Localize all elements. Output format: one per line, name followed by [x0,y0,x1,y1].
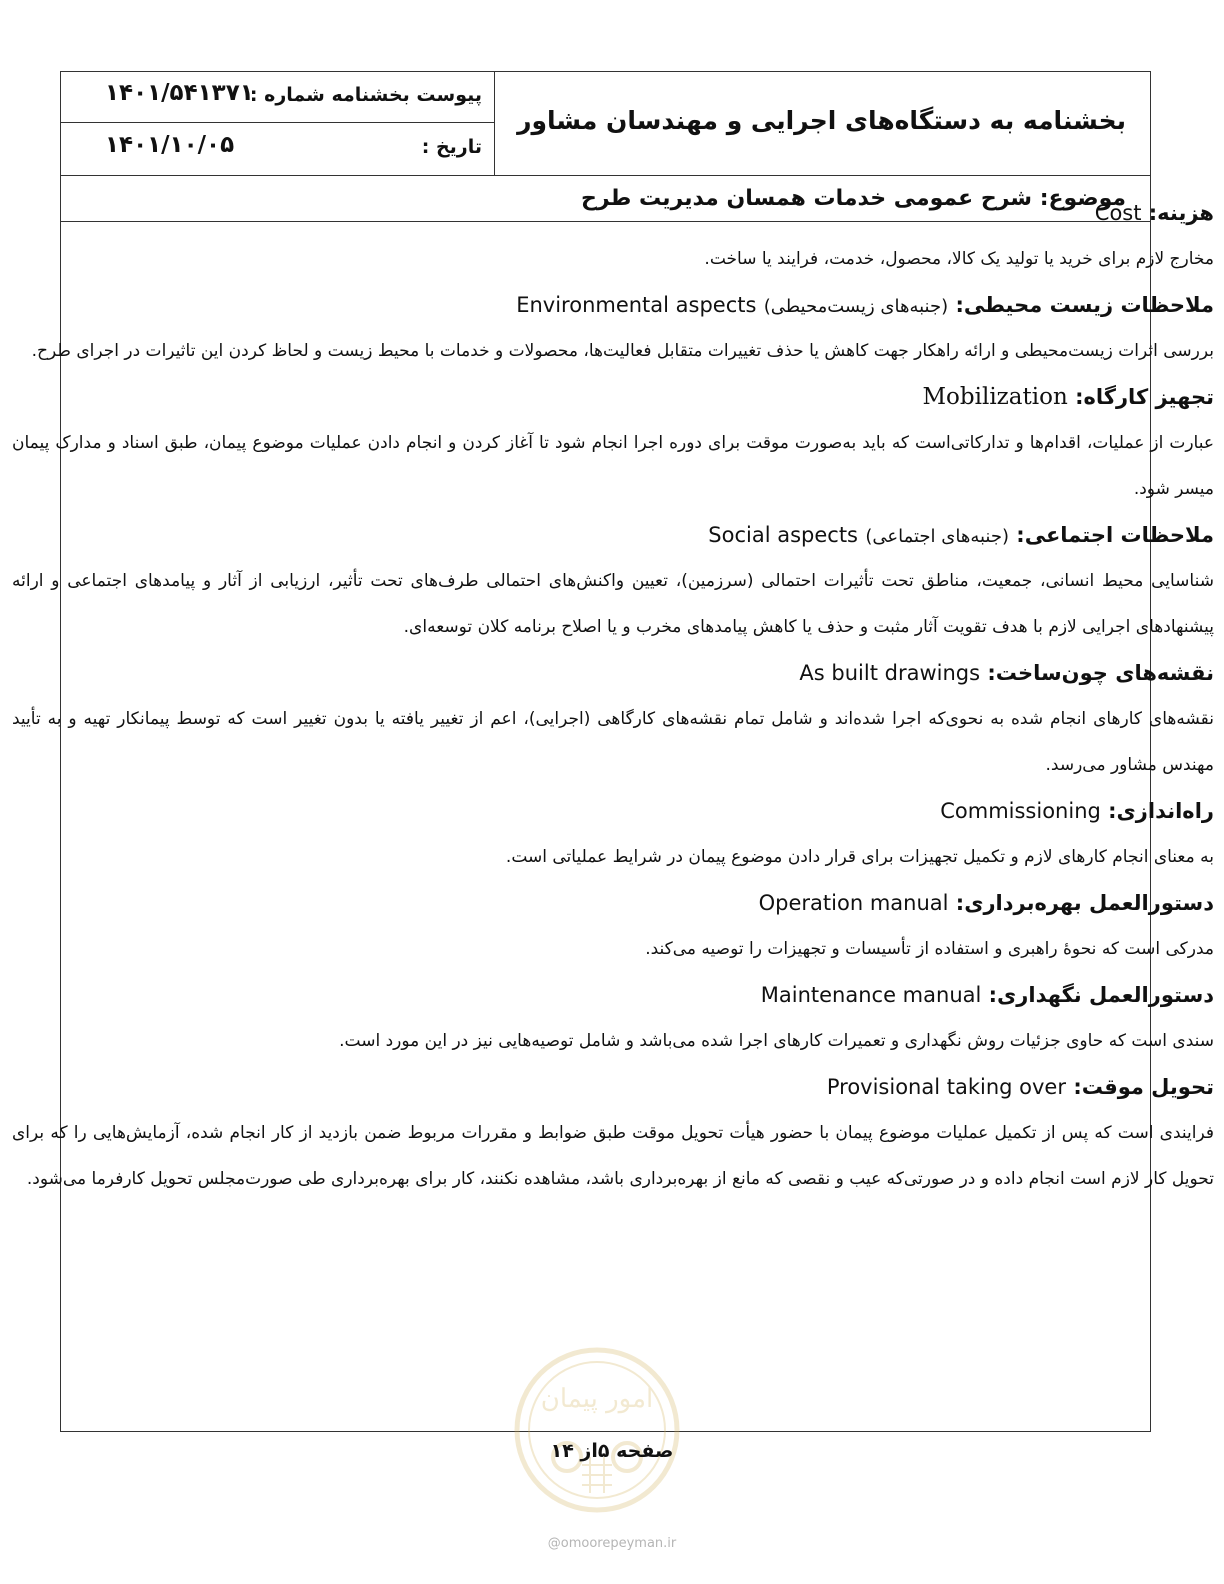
heading-fa: تجهیز کارگاه: [1075,385,1214,409]
heading-paren: (جنبه‌های زیست‌محیطی) [763,296,949,317]
section-maintenance-manual [12,972,1214,1064]
section-heading [12,1064,1214,1110]
section-heading [12,972,1214,1018]
section-mobilization [12,374,1214,512]
heading-en: Mobilization [922,384,1068,410]
section-heading [12,512,1214,558]
section-heading [12,374,1214,420]
section-body: نقشه‌های کارهای انجام شده به نحوی‌که اجرا شده‌اند و شامل تمام نقشه‌های کارگاهی (اجرایی)، اعم از تغییر یافته یا بدون تغییر است که توسط پیمانکار تهیه و به تأیید مهندس مشاور می‌رسد. [12,709,1214,775]
heading-en: Provisional taking over [826,1075,1066,1099]
section-body: مخارج لازم برای خرید یا تولید یک کالا، محصول، خدمت، فرایند یا ساخت. [704,249,1214,269]
document-title: بخشنامه به دستگاه‌های اجرایی و مهندسان مشاور [517,106,1126,135]
heading-en: Social aspects [708,523,858,547]
section-environmental [12,282,1214,374]
date-cell [61,124,494,175]
section-operation-manual [12,880,1214,972]
heading-fa: دستورالعمل بهره‌برداری: [955,891,1214,915]
seal-text: امور پیمان [540,1384,654,1414]
section-body: سندی است که حاوی جزئیات روش نگهداری و تعمیرات کارهای اجرا شده می‌باشد و شامل توصیه‌هایی نیز در این مورد است. [339,1031,1214,1051]
section-commissioning [12,788,1214,880]
header-table [61,72,1150,176]
section-provisional-taking-over [12,1064,1214,1202]
section-social [12,512,1214,650]
section-heading [12,880,1214,926]
page-number: صفحه ۵از ۱۴ [550,1440,674,1462]
attachment-label: پیوست بخشنامه شماره : [249,84,482,106]
header-meta-box [61,72,495,175]
heading-fa: تحویل موقت: [1073,1075,1214,1099]
section-body: بررسی اثرات زیست‌محیطی و ارائه راهکار جهت کاهش یا حذف تغییرات متقابل فعالیت‌ها، محصولات و خدمات با محیط زیست و لحاظ کردن این تاثیرات در اجرای طرح. [31,341,1214,361]
heading-fa: ملاحظات اجتماعی: [1016,523,1214,547]
heading-paren: (جنبه‌های اجتماعی) [865,526,1009,547]
section-body: فرایندی است که پس از تکمیل عملیات موضوع پیمان با حضور هیأت تحویل موقت طبق ضوابط و مقررات مربوط ضمن بازدید از کار انجام شده، آزمایش‌هایی را که برای تحویل کار لازم است انجام داده و در صورتی‌که عیب و نقصی که مانع از بهره‌برداری باشد، مشاهده نکنند، کار برای بهره‌برداری طی صورت‌مجلس تحویل کارفرما می‌شود. [12,1123,1214,1189]
date-label: تاریخ : [421,136,482,158]
watermark-site: @omoorepeyman.ir [547,1536,677,1551]
heading-en: Commissioning [940,799,1101,823]
heading-en: As built drawings [799,661,981,685]
content-body [12,190,1214,1202]
subject-text: موضوع: شرح عمومی خدمات همسان مدیریت طرح [581,186,1126,211]
heading-en: Maintenance manual [760,983,982,1007]
heading-en: Operation manual [758,891,949,915]
heading-fa: دستورالعمل نگهداری: [988,983,1214,1007]
heading-fa: هزینه: [1148,201,1214,225]
attachment-number: ۱۴۰۱/۵۴۱۳۷۱ [105,80,254,106]
section-body: مدرکی است که نحوهٔ راهبری و استفاده از تأسیسات و تجهیزات را توصیه می‌کند. [645,939,1214,959]
watermark-seal-icon [512,1345,682,1515]
section-body: به معنای انجام کارهای لازم و تکمیل تجهیزات برای قرار دادن موضوع پیمان در شرایط عملیاتی است. [505,847,1214,867]
heading-en: Cost [1094,201,1142,225]
section-heading [12,788,1214,834]
heading-fa: ملاحظات زیست محیطی: [955,293,1214,317]
section-heading [12,190,1214,236]
section-body: شناسایی محیط انسانی، جمعیت، مناطق تحت تأثیرات احتمالی (سرزمین)، تعیین واکنش‌های احتمالی طرف‌های تحت تأثیر، ارزیابی از آثار و پیامدهای اجتماعی و ارائه پیشنهادهای اجرایی لازم با هدف تقویت آثار مثبت و حذف یا کاهش پیامدهای مخرب و یا اصلاح برنامه کلان توسعه‌ای. [12,571,1214,637]
section-heading [12,650,1214,696]
heading-fa: راه‌اندازی: [1108,799,1214,823]
section-body: عبارت از عملیات، اقدام‌ها و تدارکاتی‌است که باید به‌صورت موقت برای دوره اجرا انجام شود تا آغاز کردن و انجام دادن عملیات موضوع پیمان، طبق اسناد و مدارک پیمان میسر شود. [12,433,1214,499]
section-as-built [12,650,1214,788]
section-heading [12,282,1214,328]
attachment-cell [61,72,494,123]
date-value: ۱۴۰۱/۱۰/۰۵ [105,132,235,158]
section-cost [12,190,1214,282]
heading-fa: نقشه‌های چون‌ساخت: [987,661,1214,685]
heading-en: Environmental aspects [516,293,757,317]
